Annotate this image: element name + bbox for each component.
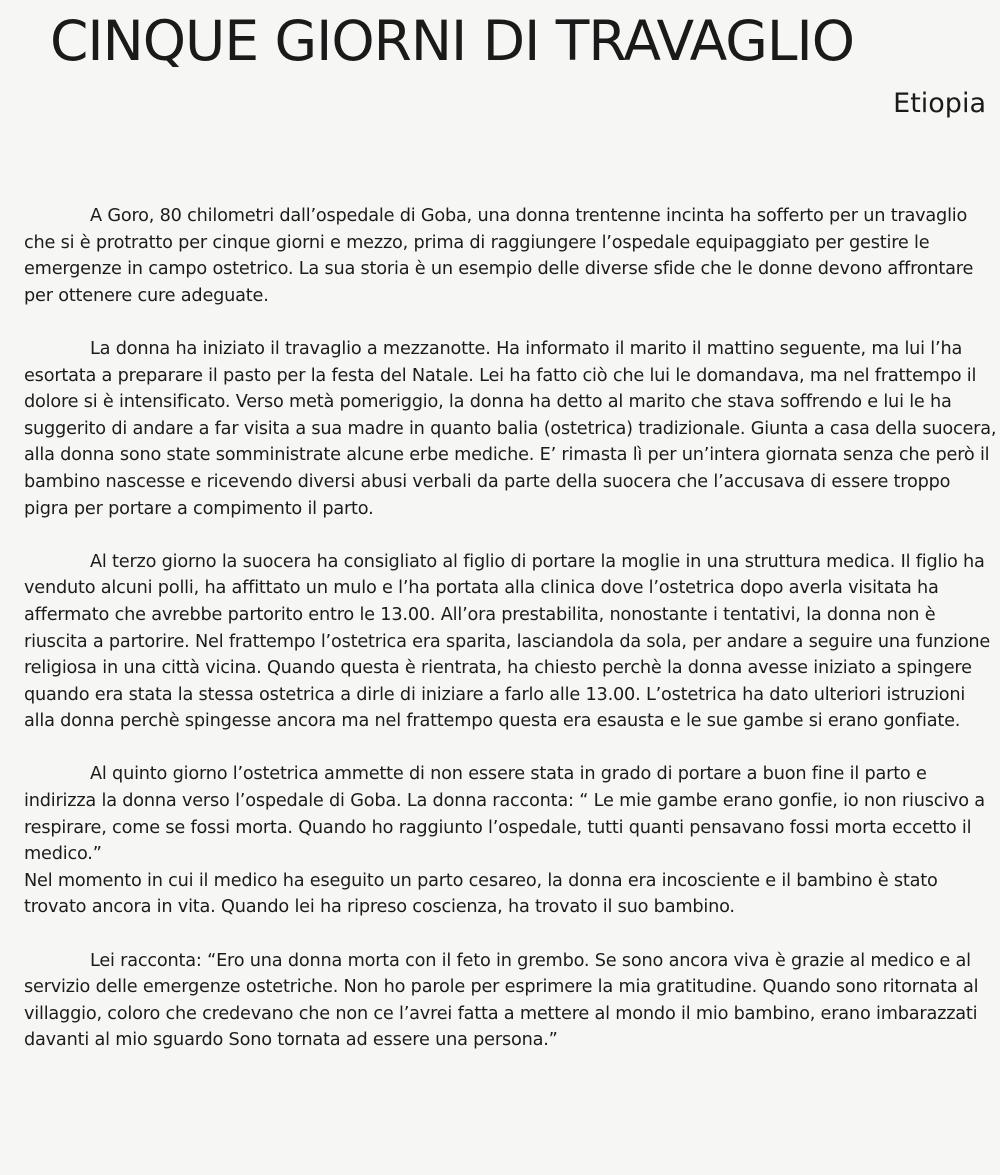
paragraph-6: Lei racconta: “Ero una donna morta con il feto in grembo. Se sono ancora viva è grazie al medico e al servizio delle emergenze ostetriche. Non ho parole per esprimere la mia gratitudine. Quando sono ritornata al villaggio, coloro che credevano che non ce l’avrei fatta a mettere al mondo il mio bambino, erano imbarazzati davanti al mio sguardo Sono tornata ad essere una persona.” [24,950,979,1051]
paragraph-4: Al quinto giorno l’ostetrica ammette di non essere stata in grado di portare a buon fine il parto e indirizza la donna verso l’ospedale di Goba. La donna racconta: “ Le mie gambe erano gonfie, io non riuscivo a respirare, come se fossi morta. Quando ho raggiunto l’ospedale, tutti quanti pensavano fossi morta eccetto il medico.” [24,764,985,865]
paragraph-2: La donna ha iniziato il travaglio a mezzanotte. Ha informato il marito il mattino seguente, ma lui l’ha esortata a preparare il pasto per la festa del Natale. Lei ha fatto ciò che lui le domandava, ma nel frattempo il dolore si è intensificato. Verso metà pomeriggio, la donna ha detto al marito che stava soffrendo e lui le ha suggerito di andare a far visita a sua madre in quanto balia (ostetrica) tradizionale. Giunta a casa della suocera, alla donna sono state somministrate alcune erbe mediche. E’ rimasta lì per un’intera giornata senza che però il bambino nascesse e ricevendo diversi abusi verbali da parte della suocera che l’accusava di essere troppo pigra per portare a compimento il parto. [24,338,997,519]
paragraph-5: Nel momento in cui il medico ha eseguito un parto cesareo, la donna era incosciente e il bambino è stato trovato ancora in vita. Quando lei ha ripreso coscienza, ha trovato il suo bambino. [24,870,938,918]
paragraph-3: Al terzo giorno la suocera ha consigliato al figlio di portare la moglie in una struttura medica. Il figlio ha venduto alcuni polli, ha affittato un mulo e l’ha portata alla clinica dove l’ostetrica dopo averla visitata ha affermato che avrebbe partorito entro le 13.00. All’ora prestabilita, nonostante i tentativi, la donna non è riuscita a partorire. Nel frattempo l’ostetrica era sparita, lasciandola da sola, per andare a seguire una funzione religiosa in una città vicina. Quando questa è rientrata, ha chiesto perchè la donna avesse iniziato a spingere quando era stata la stessa ostetrica a dirle di iniziare a farlo alle 13.00. L’ostetrica ha dato ulteriori istruzioni alla donna perchè spingesse ancora ma nel frattempo questa era esausta e le sue gambe si erano gonfiate. [24,551,991,732]
article-subtitle: Etiopia [893,88,986,119]
paragraph-1: A Goro, 80 chilometri dall’ospedale di Goba, una donna trentenne incinta ha sofferto per un travaglio che si è protratto per cinque giorni e mezzo, prima di raggiungere l’ospedale equipaggiato per gestire le emergenze in campo ostetrico. La sua storia è un esempio delle diverse sfide che le donne devono affrontare per ottenere cure adeguate. [24,206,974,306]
article-body [24,203,999,1054]
article-title: CINQUE GIORNI DI TRAVAGLIO [50,9,855,73]
